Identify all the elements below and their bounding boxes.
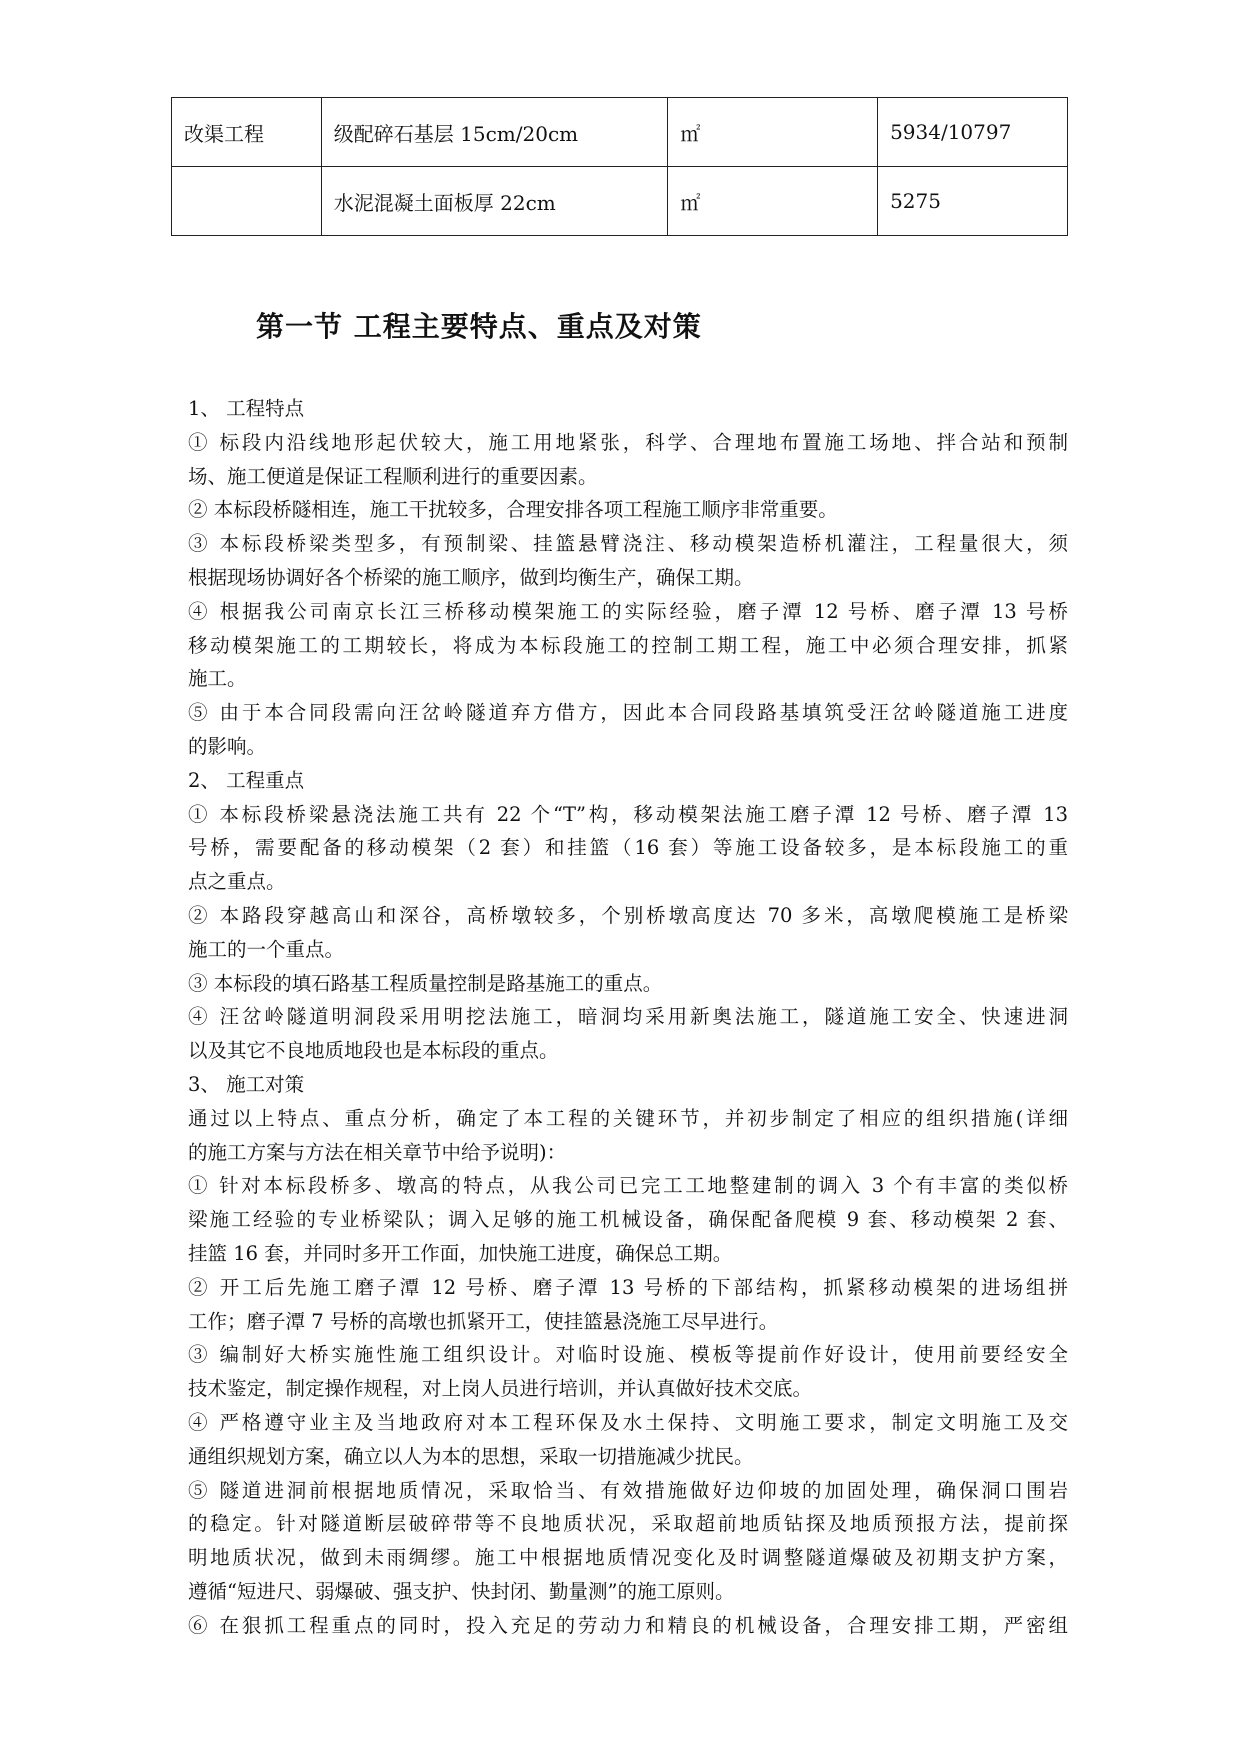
table-cell: 水泥混凝土面板厚 22cm [321,167,668,236]
text-line: ① 本标段桥梁悬浇法施工共有 22 个“T”构，移动模架法施工磨子潭 12 号桥、磨子潭 13 [188,802,1068,826]
text-line: 挂篮 16 套，并同时多开工作面，加快施工进度，确保总工期。 [188,1241,733,1265]
text-line: ② 开工后先施工磨子潭 12 号桥、磨子潭 13 号桥的下部结构，抓紧移动模架的进场组拼 [188,1275,1068,1299]
text-line: 的施工方案与方法在相关章节中给予说明)： [188,1140,567,1164]
text-line: 通过以上特点、重点分析，确定了本工程的关键环节，并初步制定了相应的组织措施(详细 [188,1106,1068,1130]
text-line: ① 针对本标段桥多、墩高的特点，从我公司已完工工地整建制的调入 3 个有丰富的类似桥 [188,1174,1068,1198]
text-line: ③ 本标段桥梁类型多，有预制梁、挂篮悬臂浇注、移动模架造桥机灌注，工程量很大，须 [188,532,1068,556]
text-line: 明地质状况，做到未雨绸缪。施工中根据地质情况变化及时调整隧道爆破及初期支护方案， [188,1546,1068,1570]
text-line: 施工。 [188,667,247,691]
text-line: 移动模架施工的工期较长，将成为本标段施工的控制工期工程，施工中必须合理安排，抓紧 [188,633,1068,657]
text-line: 点之重点。 [188,870,286,894]
table-cell [172,167,322,236]
table-cell: ㎡ [668,167,878,236]
text-line: 号桥，需要配备的移动模架（2 套）和挂篮（16 套）等施工设备较多，是本标段施工的重 [188,836,1068,860]
text-line: ① 标段内沿线地形起伏较大，施工用地紧张，科学、合理地布置施工场地、拌合站和预制 [188,430,1068,454]
text-line: 通组织规划方案，确立以人为本的思想，采取一切措施减少扰民。 [188,1444,754,1468]
text-line: ⑤ 隧道进洞前根据地质情况，采取恰当、有效措施做好边仰坡的加固处理，确保洞口围岩 [188,1478,1068,1502]
text-line: 根据现场协调好各个桥梁的施工顺序，做到均衡生产，确保工期。 [188,565,754,589]
text-line: 场、施工便道是保证工程顺利进行的重要因素。 [188,464,598,488]
table-cell: 改渠工程 [172,98,322,167]
heading-key-points: 2、 工程重点 [188,768,305,792]
text-line: 的稳定。针对隧道断层破碎带等不良地质状况，采取超前地质钻探及地质预报方法，提前探 [188,1512,1068,1536]
heading-countermeasures: 3、 施工对策 [188,1072,305,1096]
table-cell: 5934/10797 [878,98,1068,167]
table-cell: 级配碎石基层 15cm/20cm [321,98,668,167]
table-row [172,98,1068,167]
text-line: 工作；磨子潭 7 号桥的高墩也抓紧开工，使挂篮悬浇施工尽早进行。 [188,1309,779,1333]
section-title: 第一节 工程主要特点、重点及对策 [256,310,702,343]
text-line: ② 本路段穿越高山和深谷，高桥墩较多，个别桥墩高度达 70 多米，高墩爬模施工是桥梁 [188,903,1068,927]
body-text [188,392,1068,1642]
text-line: 以及其它不良地质地段也是本标段的重点。 [188,1039,559,1063]
table-cell: 5275 [878,167,1068,236]
table-row [172,167,1068,236]
text-line: 的影响。 [188,734,267,758]
text-line: 技术鉴定，制定操作规程，对上岗人员进行培训，并认真做好技术交底。 [188,1377,813,1401]
table-cell: ㎡ [668,98,878,167]
text-line: ② 本标段桥隧相连，施工干扰较多，合理安排各项工程施工顺序非常重要。 [188,498,838,522]
text-line: ④ 根据我公司南京长江三桥移动模架施工的实际经验，磨子潭 12 号桥、磨子潭 13 号桥 [188,599,1068,623]
heading-features: 1、 工程特点 [188,397,305,420]
text-line: ④ 严格遵守业主及当地政府对本工程环保及水土保持、文明施工要求，制定文明施工及交 [188,1410,1068,1434]
text-line: ④ 汪岔岭隧道明洞段采用明挖法施工，暗洞均采用新奥法施工，隧道施工安全、快速进洞 [188,1005,1068,1029]
text-line: ⑥ 在狠抓工程重点的同时，投入充足的劳动力和精良的机械设备，合理安排工期，严密组 [188,1613,1068,1637]
text-line: 遵循“短进尺、弱爆破、强支护、快封闭、勤量测”的施工原则。 [188,1579,735,1603]
text-line: ⑤ 由于本合同段需向汪岔岭隧道弃方借方，因此本合同段路基填筑受汪岔岭隧道施工进度 [188,701,1068,725]
text-line: 梁施工经验的专业桥梁队；调入足够的施工机械设备，确保配备爬模 9 套、移动模架 2 套、 [188,1208,1068,1232]
quantity-table [171,97,1068,236]
text-line: ③ 本标段的填石路基工程质量控制是路基施工的重点。 [188,971,663,995]
text-line: ③ 编制好大桥实施性施工组织设计。对临时设施、模板等提前作好设计，使用前要经安全 [188,1343,1068,1367]
text-line: 施工的一个重点。 [188,937,345,961]
